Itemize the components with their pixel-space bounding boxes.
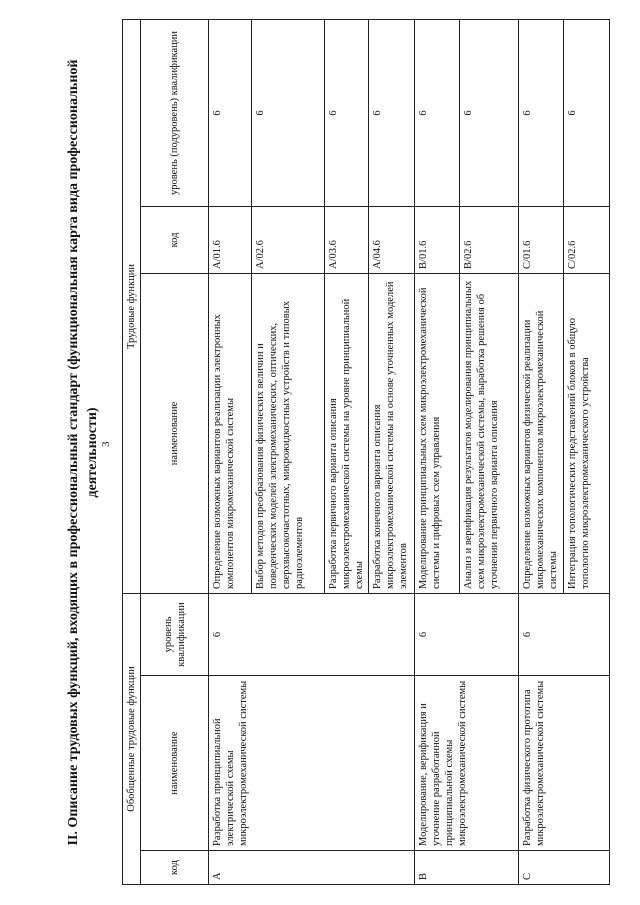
- function-code: B/01.6: [415, 206, 460, 273]
- functional-map-table: [122, 19, 610, 885]
- function-code: A/04.6: [369, 206, 415, 273]
- header-generalized-functions: Обобщенные трудовые функции: [123, 593, 141, 884]
- function-level: 6: [460, 19, 519, 206]
- table-row: [415, 19, 460, 884]
- function-level: 6: [415, 19, 460, 206]
- header-qualification-level: уровень квалификации: [141, 593, 209, 675]
- function-code: A/01.6: [209, 206, 252, 273]
- page-number: 3: [100, 441, 112, 447]
- generalized-code: A: [209, 851, 415, 885]
- function-name: Определение возможных вариантов физической реализации микромеханических компонентов микроэлектромеханической системы: [519, 273, 564, 593]
- header-function-code: код: [141, 206, 209, 273]
- function-name: Анализ и верификация результатов моделирования принципиальных схем микроэлектромеханической системы, выработка решения об уточнении первичного варианта описания: [460, 273, 519, 593]
- generalized-code: B: [415, 851, 519, 885]
- generalized-level: 6: [209, 593, 415, 675]
- function-code: A/02.6: [252, 206, 325, 273]
- function-name: Разработка первичного варианта описания микроэлектромеханической системы на уровне принципиальной схемы: [325, 273, 369, 593]
- generalized-name: Моделирование, верификация и уточнение разработанной принципиальной схемы микроэлектромеханической системы: [415, 676, 519, 851]
- section-heading: II. Описание трудовых функций, входящих в профессиональный стандарт (функциональная карта вида профессиональной деятельности): [66, 59, 100, 846]
- table-row: [519, 19, 564, 884]
- function-code: A/03.6: [325, 206, 369, 273]
- header-labor-functions: Трудовые функции: [123, 19, 141, 593]
- generalized-code: C: [519, 851, 610, 885]
- generalized-name: Разработка принципиальной электрической схемы микроэлектромеханической системы: [209, 676, 415, 851]
- function-name: Разработка конечного варианта описания микроэлектромеханической системы на основе уточненных моделей элементов: [369, 273, 415, 593]
- header-sublevel: уровень (подуровень) квалификации: [141, 19, 209, 206]
- function-code: B/02.6: [460, 206, 519, 273]
- generalized-level: 6: [415, 593, 519, 675]
- function-level: 6: [369, 19, 415, 206]
- function-level: 6: [564, 19, 610, 206]
- function-level: 6: [209, 19, 252, 206]
- generalized-name: Разработка физического прототипа микроэлектромеханической системы: [519, 676, 610, 851]
- generalized-level: 6: [519, 593, 610, 675]
- header-code: код: [141, 851, 209, 885]
- function-name: Определение возможных вариантов реализации электронных компонентов микромеханической системы: [209, 273, 252, 593]
- function-code: C/01.6: [519, 206, 564, 273]
- function-name: Выбор методов преобразования физических величин и поведенческих моделей электромеханических, оптических, сверхвысокочастотных, микрожидкостных устройств и типовых радиоэлементов: [252, 273, 325, 593]
- function-name: Моделирование принципиальных схем микроэлектромеханической системы и цифровых схем управления: [415, 273, 460, 593]
- function-level: 6: [519, 19, 564, 206]
- function-level: 6: [252, 19, 325, 206]
- table-row: [209, 19, 252, 884]
- function-level: 6: [325, 19, 369, 206]
- header-name: наименование: [141, 676, 209, 851]
- function-code: C/02.6: [564, 206, 610, 273]
- header-function-name: наименование: [141, 273, 209, 593]
- function-name: Интеграция топологических представлений блоков в общую топологию микроэлектромеханического устройства: [564, 273, 610, 593]
